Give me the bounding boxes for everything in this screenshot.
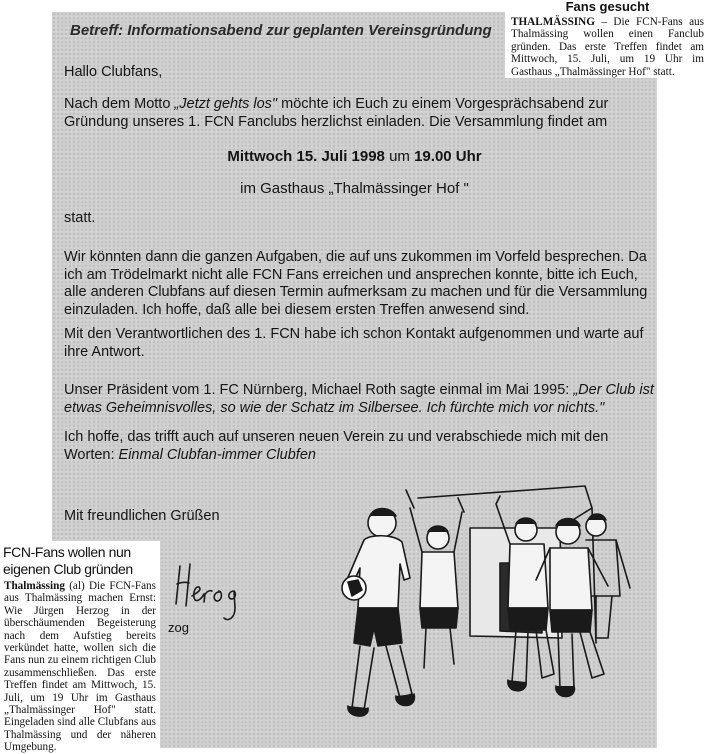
- text-line: alle anderen Clubfans auf diesen Termin aufmerksam zu machen und für die Versammlung: [64, 284, 648, 300]
- clipping-headline: Fans gesucht: [565, 0, 650, 14]
- text-span: möchte ich Euch zu einem Vorgesprächsabend zur: [277, 96, 609, 112]
- clipping-place: Thalmässing: [4, 580, 65, 592]
- meeting-venue: im Gasthaus „Thalmässinger Hof ": [240, 180, 469, 197]
- newspaper-clipping-top: [505, 0, 710, 78]
- motto-text: „Jetzt gehts los": [174, 96, 278, 112]
- motto-closing: Einmal Clubfan-immer Clubfen: [118, 446, 316, 463]
- time-text: 19.00 Uhr: [414, 148, 482, 165]
- letter-closing: Mit freundlichen Grüßen: [64, 508, 220, 524]
- quote-text: „Der Club ist: [573, 382, 654, 398]
- text-span: Worten:: [64, 446, 119, 463]
- text-line: Wir könnten dann die ganzen Aufgaben, die auf uns zukommen im Vorfeld besprechen. Da: [64, 249, 647, 265]
- clipping-text: – Die FCN-Fans aus Thalmässing wollen einen Fanclub gründen. Das erste Treffen findet am Mittwoch, 15. Juli, um 19 Uhr im Gasthaus „Thalmässinger Hof" statt.: [511, 15, 704, 78]
- letter-paragraph-contact: [64, 326, 664, 361]
- newspaper-clipping-left: [0, 541, 160, 754]
- clipping-body: [0, 580, 160, 754]
- meeting-date: [52, 148, 657, 165]
- clipping-body: [505, 16, 710, 79]
- clipping-headline: FCN-Fans wollen nun eigenen Club gründen: [3, 544, 133, 577]
- text-line: einzuladen. Ich hoffe, daß alle bei diesem ersten Treffen anwesend sind.: [64, 301, 530, 318]
- quote-text: etwas Geheimnisvolles, so wie der Schatz im Silbersee. Ich fürchte mich vor nichts.": [64, 399, 605, 416]
- letter-greeting: Hallo Clubfans,: [64, 64, 163, 80]
- text-line: Ich hoffe, das trifft auch auf unseren neuen Verein zu und verabschiede mich mit den: [64, 429, 609, 445]
- text-span: Gründung unseres 1. FCN Fanclubs herzlichst einladen. Die Versammlung findet am: [64, 113, 608, 130]
- clipping-text: (al) Die FCN-Fans aus Thalmässing machen Ernst: Wie Jürgen Herzog in der überschäumenden Begeisterung nach dem Aufstieg bereits verkündet hatte, wollen sich die Fans nun zu einem richtigen Club zusammenschließen. Das erste Treffen findet am Mittwoch, 15. Juli, um 19 Uhr im Gasthaus „Thalmässinger Hof" statt. Eingeladen sind alle Clubfans aus Thalmässing und der näheren Umgebung.: [4, 580, 156, 754]
- text-span: Nach dem Motto: [64, 96, 175, 112]
- letter-paragraph-farewell: [64, 429, 664, 464]
- letter-subject: Betreff: Informationsabend zur geplanten Vereinsgründung: [70, 22, 492, 39]
- text-line: Mit den Verantwortlichen des 1. FCN habe ich schon Kontakt aufgenommen und warte auf: [64, 326, 644, 342]
- letter-statt: statt.: [64, 210, 96, 226]
- text-line: ihre Antwort.: [64, 343, 145, 360]
- letter-paragraph-quote: [64, 382, 664, 417]
- letter-paragraph-invitation: [64, 96, 664, 131]
- text-line: ich am Trödelmarkt nicht alle FCN Fans erreichen und ansprechen konnte, bitte ich Euch,: [64, 266, 638, 283]
- date-text: Mittwoch 15. Juli 1998: [227, 148, 385, 165]
- text-span: Unser Präsident vom 1. FC Nürnberg, Michael Roth sagte einmal im Mai 1995:: [64, 382, 574, 398]
- signature-suffix: zog: [168, 620, 189, 635]
- clipping-place: THALMÄSSING: [511, 15, 595, 28]
- letter-paragraph-tasks: [64, 249, 664, 319]
- cartoon-players-illustration: [330, 468, 660, 748]
- text-span: um: [384, 148, 415, 165]
